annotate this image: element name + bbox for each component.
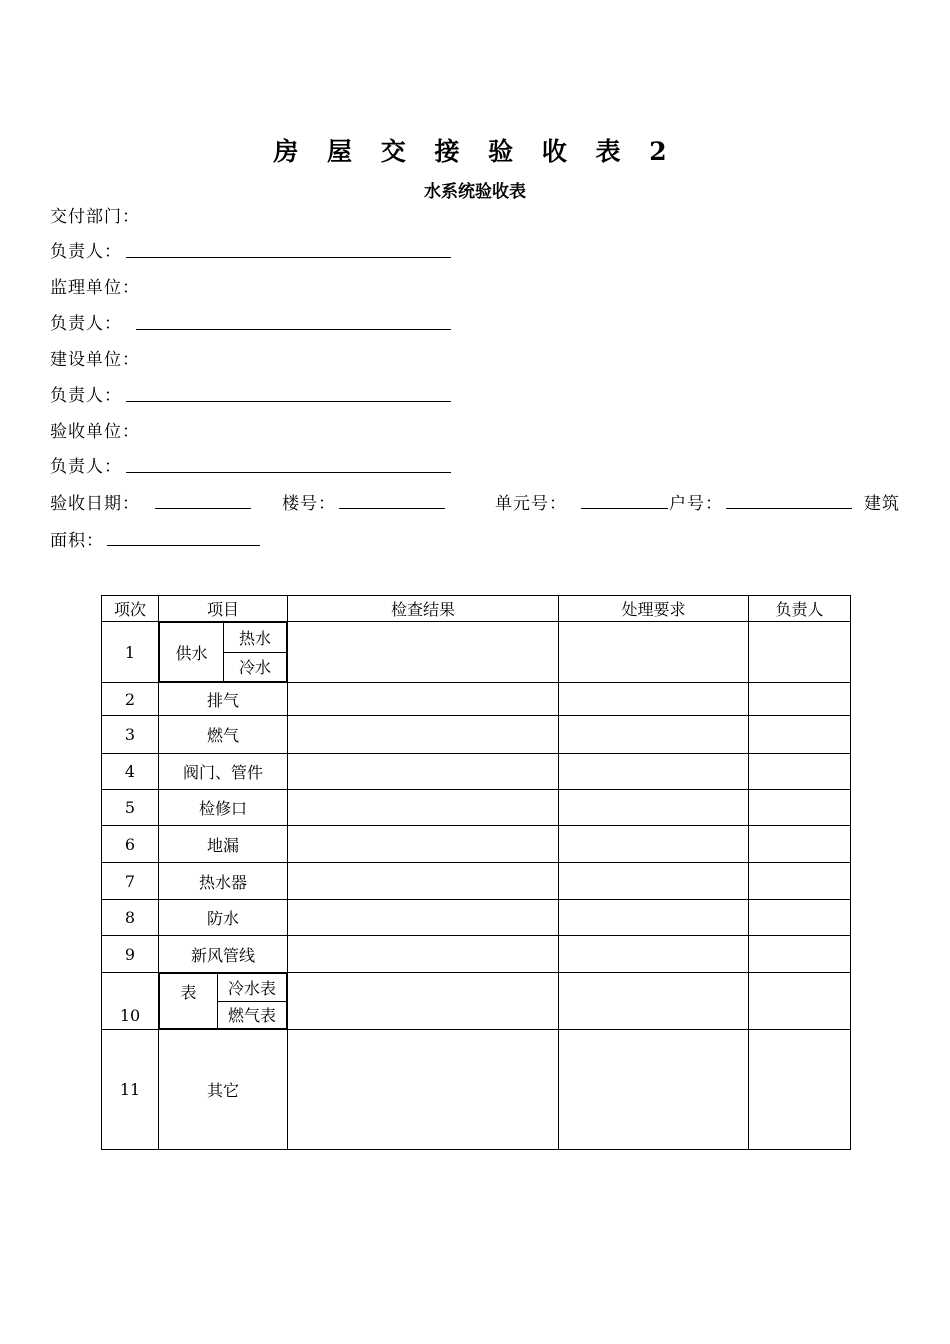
person-cell[interactable] xyxy=(749,936,851,973)
acceptance-label: 验收单位： xyxy=(50,422,140,442)
table-header-row xyxy=(102,596,851,622)
house-label: 户号： xyxy=(669,494,723,514)
row-no: 3 xyxy=(102,716,159,754)
header-result: 检查结果 xyxy=(288,596,559,622)
table-row xyxy=(102,754,851,790)
result-cell[interactable] xyxy=(288,826,559,863)
table-row xyxy=(102,826,851,863)
row-subitem: 冷水表 xyxy=(218,974,287,1002)
table-row xyxy=(102,936,851,973)
row-no: 5 xyxy=(102,790,159,826)
row-no: 9 xyxy=(102,936,159,973)
row-subitem: 燃气表 xyxy=(218,1001,287,1029)
date-field[interactable] xyxy=(155,508,251,509)
inspection-table xyxy=(101,595,851,1150)
delivery-dept-label: 交付部门： xyxy=(50,207,140,227)
row-item: 燃气 xyxy=(159,716,288,754)
construction-label: 建设单位： xyxy=(50,350,140,370)
unit-label: 单元号： xyxy=(495,494,567,514)
result-cell[interactable] xyxy=(288,790,559,826)
person-cell[interactable] xyxy=(749,754,851,790)
row-item: 排气 xyxy=(159,683,288,716)
person4-label: 负责人： xyxy=(50,457,122,477)
person3-field[interactable] xyxy=(126,401,451,402)
requirement-cell[interactable] xyxy=(559,716,749,754)
row-subitem: 冷水 xyxy=(224,652,287,682)
date-label: 验收日期： xyxy=(50,494,140,514)
header-no: 项次 xyxy=(102,596,159,622)
house-field[interactable] xyxy=(726,508,852,509)
row-item: 阀门、管件 xyxy=(159,754,288,790)
result-cell[interactable] xyxy=(288,1030,559,1150)
person-cell[interactable] xyxy=(749,900,851,936)
person3-label: 负责人： xyxy=(50,386,122,406)
table-row xyxy=(102,790,851,826)
requirement-cell[interactable] xyxy=(559,900,749,936)
requirement-cell[interactable] xyxy=(559,936,749,973)
requirement-cell[interactable] xyxy=(559,754,749,790)
supervision-label: 监理单位： xyxy=(50,278,140,298)
requirement-cell[interactable] xyxy=(559,1030,749,1150)
document-subtitle: 水系统验收表 xyxy=(424,182,526,202)
row-no: 1 xyxy=(102,622,159,683)
row-no: 7 xyxy=(102,863,159,900)
area-field[interactable] xyxy=(107,545,260,546)
header-requirement: 处理要求 xyxy=(559,596,749,622)
table-row xyxy=(102,1030,851,1150)
row-item-main: 供水 xyxy=(160,623,224,682)
row-no: 11 xyxy=(102,1030,159,1150)
row-subitem: 热水 xyxy=(224,623,287,653)
person-cell[interactable] xyxy=(749,826,851,863)
area-label-part2: 面积： xyxy=(50,531,104,551)
area-label-part1: 建筑 xyxy=(864,494,900,514)
row-item: 防水 xyxy=(159,900,288,936)
person-cell[interactable] xyxy=(749,863,851,900)
result-cell[interactable] xyxy=(288,973,559,1030)
person-cell[interactable] xyxy=(749,1030,851,1150)
requirement-cell[interactable] xyxy=(559,622,749,683)
result-cell[interactable] xyxy=(288,936,559,973)
requirement-cell[interactable] xyxy=(559,973,749,1030)
table-row xyxy=(102,900,851,936)
table-row xyxy=(102,716,851,754)
table-row xyxy=(102,622,851,683)
document-title: 房 屋 交 接 验 收 表 2 xyxy=(273,137,677,166)
row-no: 2 xyxy=(102,683,159,716)
building-label: 楼号： xyxy=(282,494,336,514)
building-field[interactable] xyxy=(339,508,445,509)
row-item xyxy=(159,622,288,683)
row-no: 4 xyxy=(102,754,159,790)
person-cell[interactable] xyxy=(749,622,851,683)
row-no: 6 xyxy=(102,826,159,863)
requirement-cell[interactable] xyxy=(559,863,749,900)
row-no: 8 xyxy=(102,900,159,936)
result-cell[interactable] xyxy=(288,863,559,900)
person2-label: 负责人： xyxy=(50,314,122,334)
person-cell[interactable] xyxy=(749,790,851,826)
person-cell[interactable] xyxy=(749,683,851,716)
result-cell[interactable] xyxy=(288,900,559,936)
requirement-cell[interactable] xyxy=(559,790,749,826)
row-no: 10 xyxy=(102,973,159,1030)
requirement-cell[interactable] xyxy=(559,826,749,863)
row-item: 检修口 xyxy=(159,790,288,826)
table-row xyxy=(102,683,851,716)
person-cell[interactable] xyxy=(749,973,851,1030)
row-item xyxy=(159,973,288,1030)
result-cell[interactable] xyxy=(288,754,559,790)
row-item: 新风管线 xyxy=(159,936,288,973)
requirement-cell[interactable] xyxy=(559,683,749,716)
row-item-main: 表 xyxy=(160,974,218,1029)
header-person: 负责人 xyxy=(749,596,851,622)
person2-field[interactable] xyxy=(136,329,451,330)
row-item: 其它 xyxy=(159,1030,288,1150)
row-item: 地漏 xyxy=(159,826,288,863)
person1-field[interactable] xyxy=(126,257,451,258)
result-cell[interactable] xyxy=(288,622,559,683)
header-item: 项目 xyxy=(159,596,288,622)
person1-label: 负责人： xyxy=(50,242,122,262)
result-cell[interactable] xyxy=(288,716,559,754)
person-cell[interactable] xyxy=(749,716,851,754)
table-row xyxy=(102,863,851,900)
unit-field[interactable] xyxy=(581,508,668,509)
person4-field[interactable] xyxy=(126,472,451,473)
table-row xyxy=(102,973,851,1030)
result-cell[interactable] xyxy=(288,683,559,716)
row-item: 热水器 xyxy=(159,863,288,900)
